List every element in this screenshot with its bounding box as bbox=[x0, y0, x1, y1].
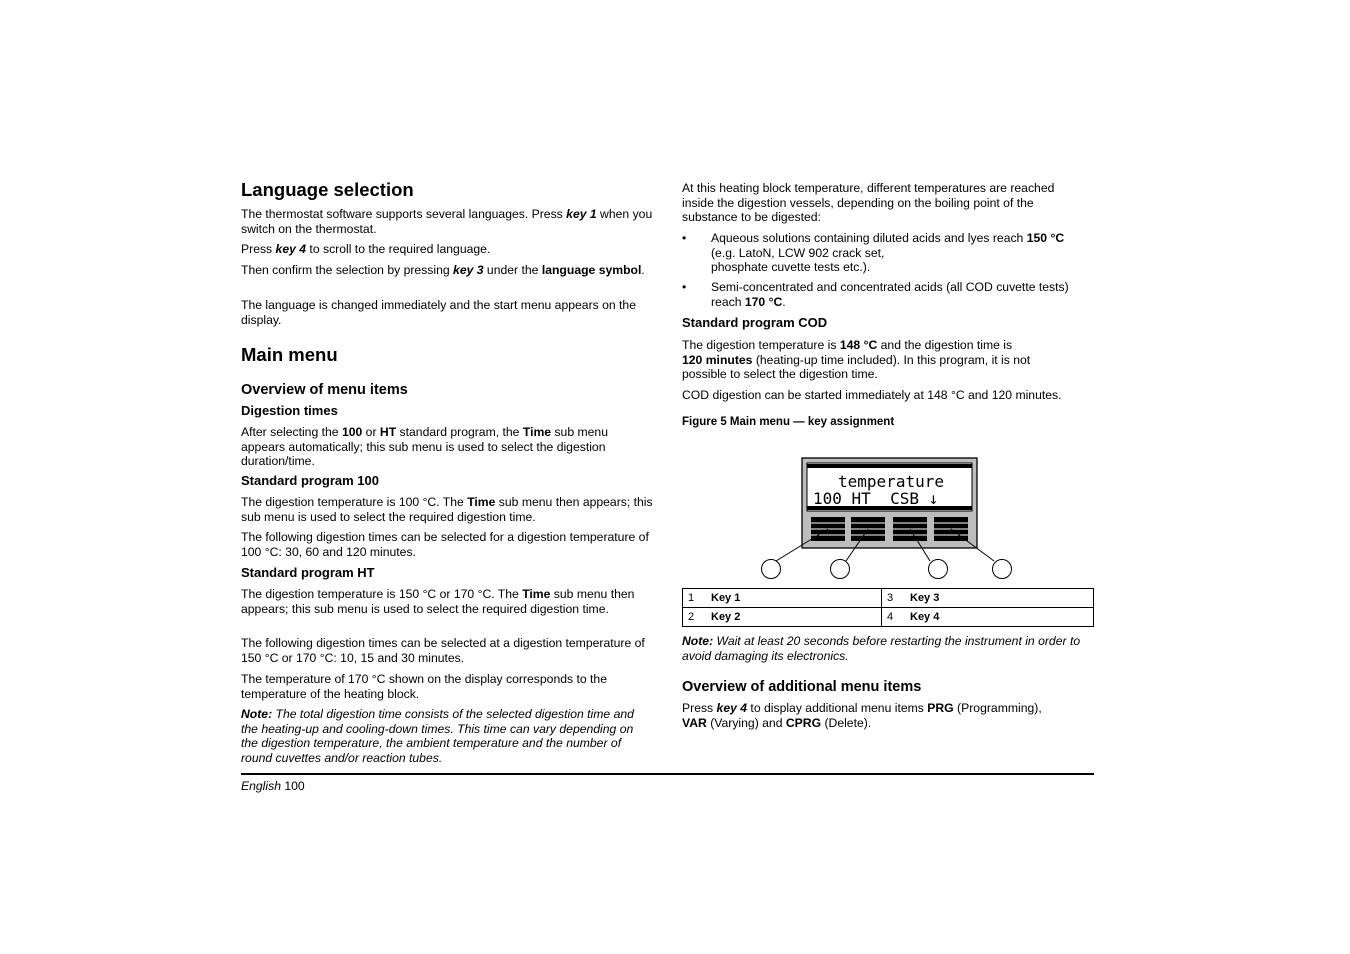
footer-divider bbox=[241, 773, 1094, 775]
lang-paragraph-2: Press key 4 to scroll to the required language. bbox=[241, 242, 491, 256]
cod-paragraph-2: COD digestion can be started immediately at 148 °C and 120 minutes. bbox=[682, 388, 1062, 402]
bullet-item: • Aqueous solutions containing diluted acids and lyes reach 150 °C (e.g. LatoN, LCW 902 crack set, phosphate cuvette tests etc.). bbox=[682, 231, 1065, 275]
callout-circles bbox=[762, 560, 1012, 579]
right-note: Note: Wait at least 20 seconds before restarting the instrument in order to avoid damaging its electronics. bbox=[682, 634, 1081, 663]
main-menu-heading: Main menu bbox=[241, 344, 338, 365]
sp100-paragraph-2: The following digestion times can be selected for a digestion temperature of 100 °C: 30, 60 and 120 minutes. bbox=[241, 530, 649, 559]
language-selection-heading: Language selection bbox=[241, 179, 414, 200]
left-note: Note: The total digestion time consists of the selected digestion time and the heating-up and cooling-down times. This time can vary depending on the digestion temperature, the ambient temperature and the number of round cuvettes and/or reaction tubes. bbox=[241, 707, 634, 765]
right-intro-paragraph: At this heating block temperature, different temperatures are reached inside the digestion vessels, depending on the boiling point of the substance to be digested: bbox=[682, 181, 1055, 225]
additional-items-paragraph: Press key 4 to display additional menu items PRG (Programming), VAR (Varying) and CPRG (Delete). bbox=[682, 701, 1042, 730]
lang-paragraph-3: Then confirm the selection by pressing key 3 under the language symbol. bbox=[241, 263, 645, 277]
spht-paragraph-2: The following digestion times can be selected at a digestion temperature of 150 °C or 170 °C: 10, 15 and 30 minutes. bbox=[241, 636, 645, 665]
lang-paragraph-1: The thermostat software supports several languages. Press key 1 when you switch on the thermostat. bbox=[241, 207, 653, 236]
cod-paragraph-1: The digestion temperature is 148 °C and the digestion time is 120 minutes (heating-up time included). In this program, it is not possible to select the digestion time. bbox=[682, 338, 1031, 382]
spht-heading: Standard program HT bbox=[241, 565, 375, 580]
cod-heading: Standard program COD bbox=[682, 315, 828, 330]
bullet-item: • Semi-concentrated and concentrated acids (all COD cuvette tests) reach 170 °C. bbox=[682, 280, 1069, 309]
page-footer: English 100 bbox=[241, 779, 305, 793]
table-row: 2 Key 2 4 Key 4 bbox=[683, 608, 1094, 627]
lang-paragraph-4: The language is changed immediately and the start menu appears on the display. bbox=[241, 298, 636, 327]
spht-paragraph-1: The digestion temperature is 150 °C or 170 °C. The Time sub menu then appears; this sub menu is used to select the required digestion time. bbox=[241, 587, 635, 616]
overview-heading: Overview of menu items bbox=[241, 382, 408, 398]
digestion-times-heading: Digestion times bbox=[241, 403, 338, 418]
figure-caption: Figure 5 Main menu — key assignment bbox=[682, 416, 895, 428]
additional-items-heading: Overview of additional menu items bbox=[682, 679, 922, 695]
display-line-2: 100 HT CSB ↓ bbox=[813, 489, 939, 508]
display-line-1: temperature bbox=[838, 472, 944, 491]
sp100-heading: Standard program 100 bbox=[241, 473, 379, 488]
keypad-display-figure bbox=[682, 450, 1094, 585]
spht-paragraph-3: The temperature of 170 °C shown on the display corresponds to the temperature of the heating block. bbox=[241, 672, 607, 701]
key-assignment-table bbox=[682, 588, 1094, 627]
table-row: 1 Key 1 3 Key 3 bbox=[683, 589, 1094, 608]
sp100-paragraph-1: The digestion temperature is 100 °C. The Time sub menu then appears; this sub menu is used to select the required digestion time. bbox=[241, 495, 653, 524]
digestion-paragraph: After selecting the 100 or HT standard program, the Time sub menu appears automatically; this sub menu is used to select the digestion duration/time. bbox=[241, 425, 608, 469]
